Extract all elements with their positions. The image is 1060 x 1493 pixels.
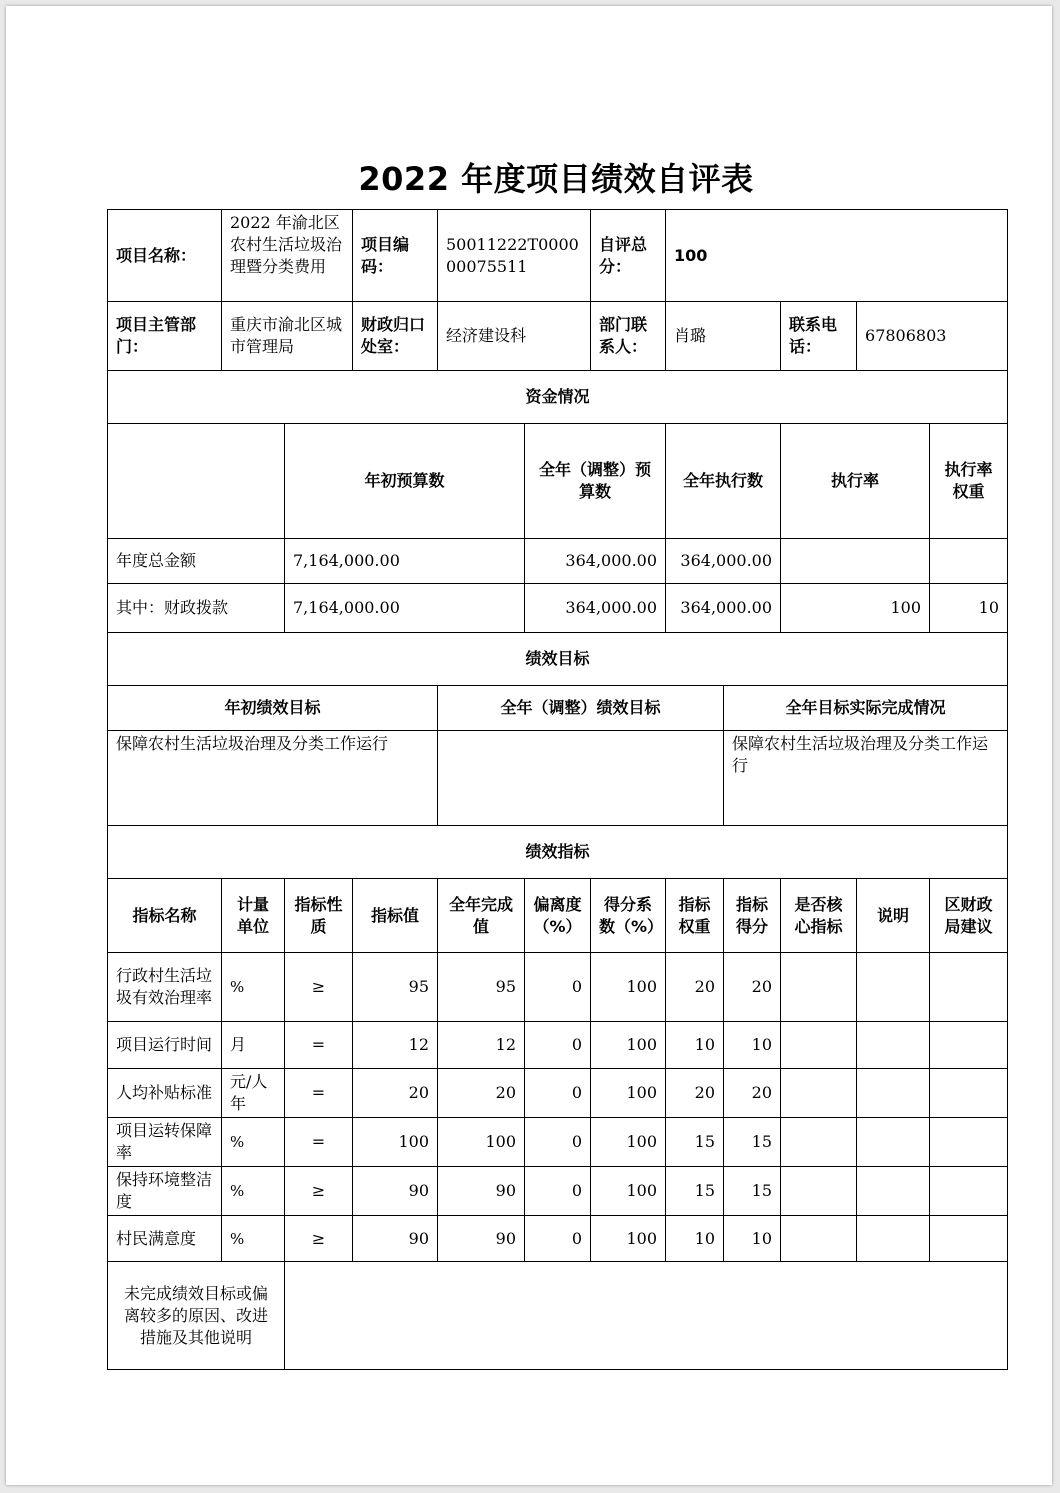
indicator-row bbox=[108, 1167, 1008, 1216]
indicator-nature: = bbox=[285, 1118, 353, 1167]
indicator-header-cell: 指标性质 bbox=[285, 879, 353, 953]
goals-initial-value: 保障农村生活垃圾治理及分类工作运行 bbox=[108, 731, 438, 826]
project-code-value: 50011222T000000075511 bbox=[438, 210, 591, 302]
funds-cell bbox=[781, 539, 930, 584]
indicator-row bbox=[108, 953, 1008, 1022]
indicator-name: 项目运行时间 bbox=[108, 1022, 222, 1069]
goals-header-cell: 全年（调整）绩效目标 bbox=[438, 686, 724, 731]
contact-value: 肖璐 bbox=[666, 302, 781, 371]
project-name-label: 项目名称： bbox=[108, 210, 222, 302]
indicator-unit: 月 bbox=[222, 1022, 285, 1069]
indicator-weight: 20 bbox=[666, 1069, 724, 1118]
indicator-deviation: 0 bbox=[525, 1216, 591, 1262]
phone-label: 联系电话： bbox=[781, 302, 857, 371]
indicator-header-cell: 是否核心指标 bbox=[781, 879, 857, 953]
funds-header-cell: 执行率权重 bbox=[930, 424, 1008, 539]
indicator-coefficient: 100 bbox=[591, 1118, 666, 1167]
finance-office-value: 经济建设科 bbox=[438, 302, 591, 371]
indicator-weight: 20 bbox=[666, 953, 724, 1022]
indicator-unit: 元/人年 bbox=[222, 1069, 285, 1118]
indicator-core bbox=[781, 1167, 857, 1216]
indicator-target: 90 bbox=[353, 1216, 438, 1262]
indicator-score: 10 bbox=[724, 1216, 781, 1262]
goals-adjusted-value bbox=[438, 731, 724, 826]
indicator-unit: % bbox=[222, 953, 285, 1022]
indicator-nature: = bbox=[285, 1069, 353, 1118]
indicator-actual: 20 bbox=[438, 1069, 525, 1118]
funds-row-fiscal bbox=[108, 584, 1008, 633]
remarks-row bbox=[108, 1262, 1008, 1370]
indicator-actual: 90 bbox=[438, 1216, 525, 1262]
indicator-name: 人均补贴标准 bbox=[108, 1069, 222, 1118]
indicator-advice bbox=[930, 1167, 1008, 1216]
self-score-value: 100 bbox=[666, 210, 1008, 302]
remarks-label: 未完成绩效目标或偏离较多的原因、改进措施及其他说明 bbox=[108, 1262, 285, 1370]
funds-cell: 364,000.00 bbox=[525, 584, 666, 633]
indicator-note bbox=[857, 1216, 930, 1262]
indicator-header-cell: 指标值 bbox=[353, 879, 438, 953]
indicator-row bbox=[108, 1022, 1008, 1069]
indicator-unit: % bbox=[222, 1167, 285, 1216]
funds-section-row bbox=[108, 371, 1008, 424]
indicator-core bbox=[781, 953, 857, 1022]
indicator-coefficient: 100 bbox=[591, 1069, 666, 1118]
indicator-note bbox=[857, 1069, 930, 1118]
indicator-actual: 100 bbox=[438, 1118, 525, 1167]
goals-header-cell: 全年目标实际完成情况 bbox=[724, 686, 1008, 731]
indicator-header-cell: 区财政局建议 bbox=[930, 879, 1008, 953]
funds-cell: 364,000.00 bbox=[666, 539, 781, 584]
funds-header-cell: 全年（调整）预算数 bbox=[525, 424, 666, 539]
indicators-section-title: 绩效指标 bbox=[108, 826, 1008, 879]
dept-label: 项目主管部门： bbox=[108, 302, 222, 371]
indicator-weight: 15 bbox=[666, 1118, 724, 1167]
project-info-row-2 bbox=[108, 302, 1008, 371]
indicator-row bbox=[108, 1216, 1008, 1262]
indicator-header-cell: 指标权重 bbox=[666, 879, 724, 953]
evaluation-form-table bbox=[107, 209, 1008, 1370]
indicator-coefficient: 100 bbox=[591, 953, 666, 1022]
indicator-coefficient: 100 bbox=[591, 1022, 666, 1069]
funds-cell: 7,164,000.00 bbox=[285, 539, 525, 584]
indicator-nature: = bbox=[285, 1022, 353, 1069]
indicator-score: 20 bbox=[724, 1069, 781, 1118]
goals-section-title: 绩效目标 bbox=[108, 633, 1008, 686]
remarks-value bbox=[285, 1262, 1008, 1370]
indicator-deviation: 0 bbox=[525, 1022, 591, 1069]
indicator-unit: % bbox=[222, 1118, 285, 1167]
project-code-label: 项目编码： bbox=[353, 210, 438, 302]
indicator-note bbox=[857, 1118, 930, 1167]
funds-header-cell: 全年执行数 bbox=[666, 424, 781, 539]
indicator-target: 90 bbox=[353, 1167, 438, 1216]
indicator-actual: 95 bbox=[438, 953, 525, 1022]
indicator-score: 10 bbox=[724, 1022, 781, 1069]
indicator-core bbox=[781, 1118, 857, 1167]
indicator-name: 项目运转保障率 bbox=[108, 1118, 222, 1167]
indicator-header-cell: 指标名称 bbox=[108, 879, 222, 953]
indicator-target: 100 bbox=[353, 1118, 438, 1167]
contact-label: 部门联系人： bbox=[591, 302, 666, 371]
funds-cell: 100 bbox=[781, 584, 930, 633]
page-title: 2022 年度项目绩效自评表 bbox=[358, 160, 754, 198]
indicator-header-cell: 指标得分 bbox=[724, 879, 781, 953]
indicator-target: 20 bbox=[353, 1069, 438, 1118]
indicator-weight: 15 bbox=[666, 1167, 724, 1216]
funds-row-total bbox=[108, 539, 1008, 584]
phone-value: 67806803 bbox=[857, 302, 1008, 371]
indicator-row bbox=[108, 1118, 1008, 1167]
indicator-header-cell: 偏离度（%） bbox=[525, 879, 591, 953]
indicator-weight: 10 bbox=[666, 1022, 724, 1069]
indicator-header-cell: 全年完成值 bbox=[438, 879, 525, 953]
goals-value-row bbox=[108, 731, 1008, 826]
indicator-advice bbox=[930, 1022, 1008, 1069]
goals-header-row bbox=[108, 686, 1008, 731]
indicator-deviation: 0 bbox=[525, 1167, 591, 1216]
funds-cell bbox=[930, 539, 1008, 584]
indicator-core bbox=[781, 1216, 857, 1262]
indicator-row bbox=[108, 1069, 1008, 1118]
indicator-advice bbox=[930, 953, 1008, 1022]
funds-section-title: 资金情况 bbox=[108, 371, 1008, 424]
indicator-actual: 90 bbox=[438, 1167, 525, 1216]
dept-value: 重庆市渝北区城市管理局 bbox=[222, 302, 353, 371]
indicator-score: 20 bbox=[724, 953, 781, 1022]
funds-cell: 10 bbox=[930, 584, 1008, 633]
indicator-deviation: 0 bbox=[525, 1118, 591, 1167]
indicators-header-row bbox=[108, 879, 1008, 953]
funds-header-cell: 年初预算数 bbox=[285, 424, 525, 539]
indicator-name: 行政村生活垃圾有效治理率 bbox=[108, 953, 222, 1022]
indicator-name: 保持环境整洁度 bbox=[108, 1167, 222, 1216]
document-page bbox=[6, 6, 1052, 1485]
funds-header-row bbox=[108, 424, 1008, 539]
indicator-coefficient: 100 bbox=[591, 1167, 666, 1216]
goals-header-cell: 年初绩效目标 bbox=[108, 686, 438, 731]
indicator-core bbox=[781, 1069, 857, 1118]
self-score-label: 自评总分： bbox=[591, 210, 666, 302]
goals-section-row bbox=[108, 633, 1008, 686]
project-info-row-1 bbox=[108, 210, 1008, 302]
indicator-target: 12 bbox=[353, 1022, 438, 1069]
project-name-value: 2022 年渝北区农村生活垃圾治理暨分类费用 bbox=[222, 210, 353, 302]
funds-cell: 364,000.00 bbox=[525, 539, 666, 584]
indicator-core bbox=[781, 1022, 857, 1069]
indicator-actual: 12 bbox=[438, 1022, 525, 1069]
indicator-note bbox=[857, 1167, 930, 1216]
goals-actual-value: 保障农村生活垃圾治理及分类工作运行 bbox=[724, 731, 1008, 826]
indicator-score: 15 bbox=[724, 1118, 781, 1167]
funds-header-cell: 执行率 bbox=[781, 424, 930, 539]
indicator-coefficient: 100 bbox=[591, 1216, 666, 1262]
indicator-note bbox=[857, 1022, 930, 1069]
indicator-unit: % bbox=[222, 1216, 285, 1262]
funds-cell: 364,000.00 bbox=[666, 584, 781, 633]
indicator-header-cell: 计量单位 bbox=[222, 879, 285, 953]
indicator-deviation: 0 bbox=[525, 953, 591, 1022]
indicator-nature: ≥ bbox=[285, 1167, 353, 1216]
indicator-nature: ≥ bbox=[285, 953, 353, 1022]
indicators-section-row bbox=[108, 826, 1008, 879]
funds-header-cell bbox=[108, 424, 285, 539]
indicator-advice bbox=[930, 1069, 1008, 1118]
finance-office-label: 财政归口处室： bbox=[353, 302, 438, 371]
indicator-weight: 10 bbox=[666, 1216, 724, 1262]
indicator-header-cell: 说明 bbox=[857, 879, 930, 953]
indicator-note bbox=[857, 953, 930, 1022]
indicator-advice bbox=[930, 1216, 1008, 1262]
indicator-score: 15 bbox=[724, 1167, 781, 1216]
funds-row-label: 年度总金额 bbox=[108, 539, 285, 584]
funds-row-label: 其中：财政拨款 bbox=[108, 584, 285, 633]
indicator-advice bbox=[930, 1118, 1008, 1167]
indicator-name: 村民满意度 bbox=[108, 1216, 222, 1262]
indicator-header-cell: 得分系数（%） bbox=[591, 879, 666, 953]
funds-cell: 7,164,000.00 bbox=[285, 584, 525, 633]
indicator-deviation: 0 bbox=[525, 1069, 591, 1118]
indicator-nature: ≥ bbox=[285, 1216, 353, 1262]
indicator-target: 95 bbox=[353, 953, 438, 1022]
